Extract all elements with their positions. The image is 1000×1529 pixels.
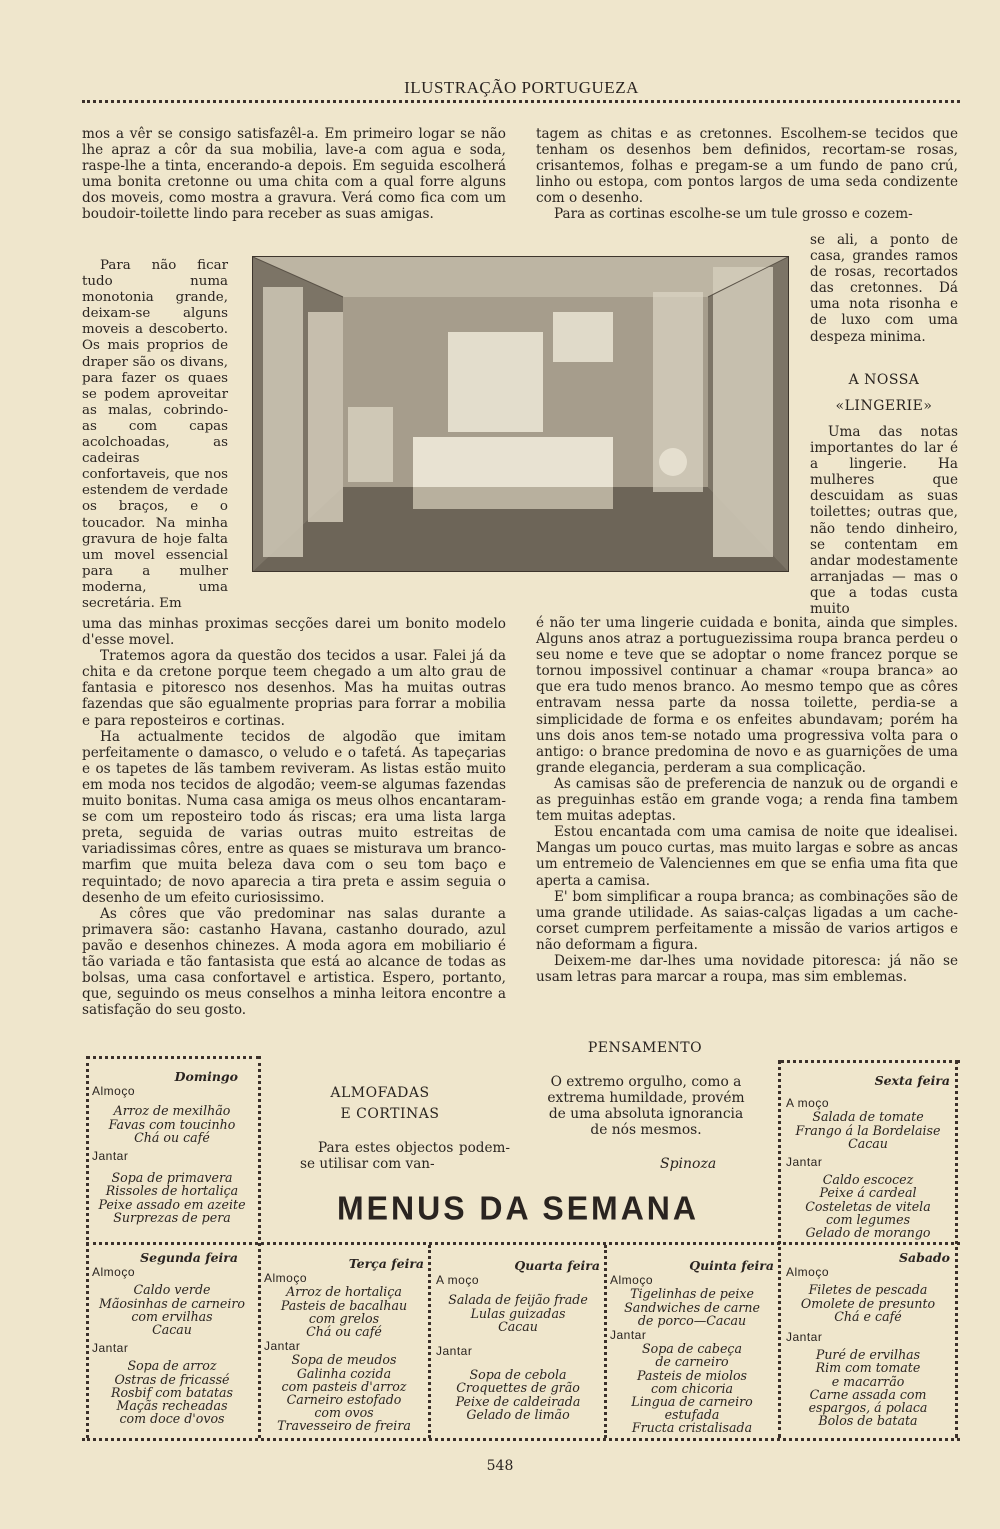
menu-dish: Carneiro estofado <box>286 1392 402 1408</box>
lingerie-body <box>536 615 958 985</box>
paragraph: Ha actualmente tecidos de algodão que imitam perfeitamente o damasco, o veludo e o tafetá. As tapeçarias e os tapetes de lãs tambem reviveram. As listas estão muito em moda nos tecidos de algodão; veem-se algumas fazendas muito bonitas. Numa casa amiga os meus olhos encantaram-se com um reposteiro todo ás riscas; era uma lista larga preta, seguida de varias outras muito estreitas de variadissimas côres, entre as quaes se misturava um branco-marfim que muita beleza dava com o seu tom baço e requintado; de novo aparecia a tira preta e assim seguia o desenho de um efeito curiosissimo. <box>82 728 506 906</box>
menu-dish: Puré de ervilhas <box>815 1347 921 1363</box>
almofadas-title-1: ALMOFADAS <box>330 1085 430 1101</box>
menu-dish: Peixe assado em azeite <box>98 1196 246 1212</box>
menu-dish: Sopa de arroz <box>127 1358 217 1374</box>
menu-dish: de carneiro <box>655 1354 729 1370</box>
menu-dish: Omolete de presunto <box>800 1295 936 1311</box>
menu-dish: Caldo escocez <box>822 1172 914 1188</box>
menu-dish: com ovos <box>314 1405 374 1421</box>
menu-dish: Fructa cristalisada <box>631 1420 753 1436</box>
menu-meal-label: Jantar <box>786 1330 823 1345</box>
menu-dish: Salada de feijão frade <box>448 1292 588 1308</box>
menu-day: Quarta feira <box>514 1258 600 1273</box>
menu-dish: Arroz de hortaliça <box>286 1284 402 1300</box>
menu-day: Segunda feira <box>140 1250 238 1265</box>
paragraph: As côres que vão predominar nas salas durante a primavera são: castanho Havana, castanho dourado, azul pavão e desenhos chinezes. A moda agora em mobiliario é tão variada e tão fantasista que está ao alcance de todas as bolsas, uma casa confortavel e artistica. Espero, portanto, que, seguindo os meus conselhos a minha leitora encontre a satisfação do seu gosto. <box>82 905 506 1019</box>
lingerie-title-2: «LINGERIE» <box>835 398 933 414</box>
menu-meal-label: Jantar <box>436 1344 473 1359</box>
menu-dish: com ervilhas <box>131 1308 213 1324</box>
menu-meal-label: A moço <box>786 1096 830 1111</box>
menu-divider <box>428 1245 431 1438</box>
menu-dish: com legumes <box>825 1211 911 1227</box>
almofadas-text <box>300 1140 510 1172</box>
menu-day: Sexta feira <box>874 1073 950 1088</box>
menu-dish: Mãosinhas de carneiro <box>99 1295 245 1311</box>
paragraph: As camisas são de preferencia de nanzuk ou de organdi e as preguinhas estão em grande voga; a renda fina tambem tem muitas adeptas. <box>536 775 958 825</box>
menu-dish: Favas com toucinho <box>108 1116 236 1132</box>
paragraph: Para estes objectos podem-se utilisar com van- <box>300 1140 510 1173</box>
menu-dish: com chicoria <box>651 1380 733 1396</box>
menu-dish: Bolos de batata <box>818 1413 918 1429</box>
menu-dish: com pasteis d'arroz <box>281 1378 407 1394</box>
menu-dish: estufada <box>664 1407 720 1423</box>
menu-dish: Maçãs recheadas <box>116 1398 228 1414</box>
left-column-top <box>82 126 506 223</box>
menu-meal-label: Almoço <box>92 1265 136 1280</box>
paragraph: Estou encantada com uma camisa de noite que idealisei. Mangas um pouco curtas, mas muito largas e sobre as ancas um entremeio de Valenciennes em que se enfia uma fita que aperta a camisa. <box>536 824 958 889</box>
menu-day: Sabado <box>898 1250 950 1265</box>
page-number: 548 <box>486 1458 514 1474</box>
almofadas-title-2: E CORTINAS <box>340 1106 440 1122</box>
menu-meal-label: Jantar <box>264 1339 301 1354</box>
menu-day: Quinta feira <box>689 1258 774 1273</box>
menu-dish: Filetes de pescada <box>808 1282 928 1298</box>
menu-dish: Surprezas de pera <box>113 1209 231 1225</box>
menu-domingo <box>92 1070 252 1224</box>
menu-dish: Costeletas de vitela <box>805 1198 931 1214</box>
menu-meal-label: Jantar <box>786 1155 823 1170</box>
pensamento-quote: O extremo orgulho, como a extrema humildade, provém de uma absoluta ignorancia de nós mesmos. <box>547 1074 745 1138</box>
pensamento-title: PENSAMENTO <box>587 1040 703 1056</box>
right-narrow-column <box>810 232 958 345</box>
menu-dish: de porco—Cacau <box>637 1312 747 1328</box>
menu-dish: Carne assada com espargos, á polaca <box>808 1386 928 1416</box>
menu-dish: Sopa de cabeça <box>642 1341 742 1357</box>
paragraph: Tratemos agora da questão dos tecidos a usar. Falei já da chita e da cretone porque teem chegado a um alto grau de fantasia e pitoresco nos desenhos. Mas ha muitas outras fazendas que são egualmente proprias para forrar a mobilia e para reposteiros e cortinas. <box>82 648 506 729</box>
menu-dish: Gelado de morango <box>805 1225 931 1241</box>
menu-meal-label: Almoço <box>264 1271 308 1286</box>
paragraph: é não ter uma lingerie cuidada e bonita, ainda que simples. Alguns anos atraz a portuguezissima roupa branca perdeu o seu nome e teve que se adoptar o nome francez porque se tornou impossivel continuar a chamar «roupa branca» ao que era tudo menos branco. Ao mesmo tempo que as côres entravam nessa parte da nossa toilette, perdia-se a simplicidade de forma e os enfeites abundavam; porém ha uns dois anos tem-se notado uma progressiva volta para o antigo: o brance predomina de novo e as guarnições de uma grande elegancia, perderam a sua complicação. <box>536 615 958 776</box>
menu-dish: Pasteis de bacalhau <box>280 1297 408 1313</box>
menu-day: Domingo <box>174 1069 238 1084</box>
menu-meal-label: Jantar <box>92 1341 129 1356</box>
menu-dish: Galinha cozida <box>296 1365 392 1381</box>
menu-dish: Sandwiches de carne <box>624 1299 760 1315</box>
menu-dish: Sopa de meudos <box>291 1352 397 1368</box>
menu-dish: Sopa de primavera <box>111 1170 233 1186</box>
menu-dish: Pasteis de miolos <box>636 1367 748 1383</box>
menu-divider <box>955 1060 958 1438</box>
menu-dish: Salada de tomate <box>812 1109 924 1125</box>
paragraph: Deixem-me dar-lhes uma novidade pitoresca: já não se usam letras para marcar a roupa, mas sim emblemas. <box>536 952 958 986</box>
menu-dish: Lulas guizadas <box>470 1305 566 1321</box>
menu-rule <box>86 1242 960 1245</box>
menu-dish: com doce d'ovos <box>119 1411 225 1427</box>
menu-meal-label: Jantar <box>610 1328 647 1343</box>
menu-dish: Cacau <box>152 1322 192 1338</box>
paragraph: tagem as chitas e as cretonnes. Escolhem-se tecidos que tenham os desenhos bem definidos, recortam-se rosas, crisantemos, folhas e pregam-se a um fundo de pano crú, linho ou estopa, com pontos largos de uma seda condizente com o desenho. <box>536 126 958 207</box>
menu-meal-label: Jantar <box>92 1149 129 1164</box>
pensamento-author: Spinoza <box>660 1156 717 1172</box>
paragraph: uma das minhas proximas secções darei um bonito modelo d'esse movel. <box>82 616 506 649</box>
paragraph: Uma das notas importantes do lar é a lingerie. Ha mulheres que descuidam as suas toilettes; outras que, não tendo dinheiro, se contentam em andar modestamente arranjadas — mas o que a todas custa muito <box>810 424 958 618</box>
menu-dish: Sopa de cebola <box>469 1367 567 1383</box>
paragraph: Para não ficar tudo numa monotonia grande, deixam-se alguns moveis a descoberto. Os mais proprios de draper são os divans, para fazer os quaes se podem aproveitar as malas, cobrindo-as com capas acolchoadas, as cadeiras confortaveis, que nos estendem de verdade os braços, e o toucador. Na minha gravura de hoje falta um movel essencial para a mulher moderna, uma secretária. Em <box>82 258 228 611</box>
menu-dish: Chá ou café <box>134 1129 210 1145</box>
paragraph: Para as cortinas escolhe-se um tule grosso e cozem- <box>554 206 913 223</box>
lingerie-narrow <box>810 424 958 617</box>
menu-divider <box>604 1245 607 1438</box>
menu-segunda <box>92 1251 252 1425</box>
menu-dish: Tigelinhas de peixe <box>630 1286 754 1302</box>
menu-dish: e macarrão <box>831 1373 905 1389</box>
header-rule <box>82 100 960 103</box>
menu-terca <box>264 1257 424 1433</box>
menu-day: Terça feira <box>348 1256 424 1271</box>
menu-dish: Chá ou café <box>306 1324 382 1340</box>
menus-title: MENUS DA SEMANA <box>336 1189 700 1227</box>
menu-dish: Ostras de fricassé <box>114 1371 230 1387</box>
right-column-top <box>536 126 958 223</box>
menu-dish: Cacau <box>498 1318 538 1334</box>
menu-divider <box>258 1056 261 1438</box>
menu-rule <box>86 1056 260 1059</box>
menu-dish: Rim com tomate <box>815 1360 921 1376</box>
left-column-bottom <box>82 616 506 1018</box>
menu-sabado <box>786 1251 950 1427</box>
page-header: ILUSTRAÇÃO PORTUGUEZA <box>404 78 639 97</box>
menu-dish: Croquettes de grão <box>456 1380 580 1396</box>
menu-rule <box>82 1438 960 1441</box>
menu-dish: Peixe á cardeal <box>819 1185 917 1201</box>
menu-dish: Chá e café <box>834 1308 902 1324</box>
menu-dish: com grelos <box>308 1310 380 1326</box>
menu-rule <box>780 1060 960 1063</box>
menu-meal-label: Almoço <box>610 1273 654 1288</box>
bedroom-photo <box>252 256 789 572</box>
menu-dish: Arroz de mexilhão <box>113 1103 231 1119</box>
menu-dish: Rissoles de hortaliça <box>105 1183 239 1199</box>
menu-dish: Travesseiro de freira <box>277 1418 411 1434</box>
paragraph: E' bom simplificar a roupa branca; as combinações são de uma grande utilidade. As saias-calças ligadas a um cache-corset cumprem perfeitamente a missão de varios artigos e não deformam a figura. <box>536 888 958 953</box>
menu-dish: Caldo verde <box>133 1282 211 1298</box>
menu-dish: Peixe de caldeirada <box>455 1393 581 1409</box>
lingerie-title-1: A NOSSA <box>848 372 920 388</box>
menu-sexta <box>786 1074 950 1239</box>
menu-divider <box>778 1060 781 1438</box>
menu-meal-label: Almoço <box>92 1084 136 1099</box>
menu-meal-label: Almoço <box>786 1265 830 1280</box>
menu-meal-label: A moço <box>436 1273 480 1288</box>
menu-dish: Lingua de carneiro <box>631 1394 753 1410</box>
menu-dish: Rosbif com batatas <box>110 1384 234 1400</box>
paragraph: mos a vêr se consigo satisfazêl-a. Em primeiro logar se não lhe apraz a côr da sua mobilia, lave-a com agua e soda, raspe-lhe a tinta, encerando-a depois. Em seguida escolherá uma bonita cretonne ou uma chita com a qual forre alguns dos moveis, como mostra a gravura. Verá como fica com um boudoir-toilette lindo para receber as suas amigas. <box>82 126 506 223</box>
left-narrow-column <box>82 258 228 612</box>
menu-quarta <box>436 1259 600 1421</box>
menu-dish: Cacau <box>848 1135 888 1151</box>
paragraph: se ali, a ponto de casa, grandes ramos de rosas, recortados das cretonnes. Dá uma nota risonha e de luxo com uma despeza minima. <box>810 232 958 345</box>
menu-divider <box>86 1056 89 1438</box>
menu-dish: Frango á la Bordelaise <box>795 1122 941 1138</box>
menu-quinta <box>610 1259 774 1435</box>
menu-dish: Gelado de limão <box>466 1406 570 1422</box>
